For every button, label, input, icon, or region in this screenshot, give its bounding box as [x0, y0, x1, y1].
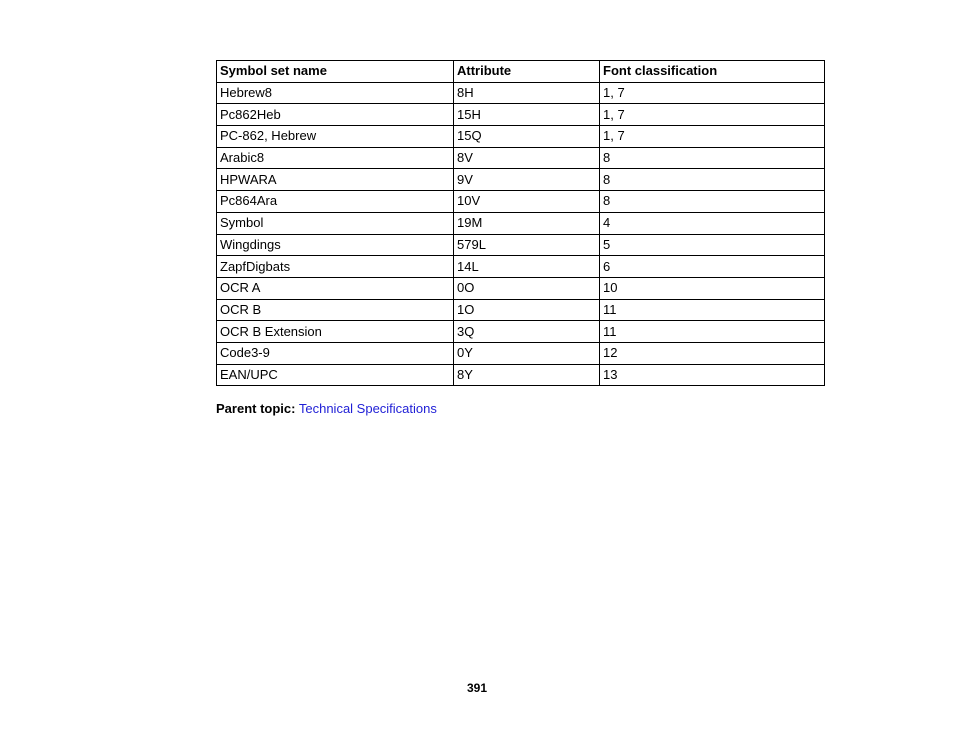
font-classification-cell: 1, 7 — [600, 82, 825, 104]
attribute-cell: 3Q — [454, 321, 600, 343]
attribute-cell: 14L — [454, 256, 600, 278]
table-body — [217, 82, 825, 386]
table-row — [217, 321, 825, 343]
symbol-set-name-cell: Wingdings — [217, 234, 454, 256]
attribute-cell: 579L — [454, 234, 600, 256]
table-row — [217, 277, 825, 299]
table-row — [217, 82, 825, 104]
symbol-set-table — [216, 60, 825, 386]
symbol-set-name-cell: OCR B — [217, 299, 454, 321]
attribute-cell: 8H — [454, 82, 600, 104]
symbol-set-name-cell: OCR A — [217, 277, 454, 299]
symbol-set-name-cell: PC-862, Hebrew — [217, 126, 454, 148]
font-classification-cell: 11 — [600, 299, 825, 321]
font-classification-cell: 8 — [600, 191, 825, 213]
font-classification-cell: 12 — [600, 342, 825, 364]
symbol-set-name-cell: Code3-9 — [217, 342, 454, 364]
font-classification-cell: 13 — [600, 364, 825, 386]
symbol-set-name-cell: EAN/UPC — [217, 364, 454, 386]
font-classification-cell: 6 — [600, 256, 825, 278]
attribute-cell: 15Q — [454, 126, 600, 148]
symbol-set-name-cell: HPWARA — [217, 169, 454, 191]
font-classification-cell: 10 — [600, 277, 825, 299]
table-row — [217, 342, 825, 364]
attribute-cell: 1O — [454, 299, 600, 321]
symbol-set-name-cell: OCR B Extension — [217, 321, 454, 343]
table-row — [217, 104, 825, 126]
page-number: 391 — [466, 681, 488, 695]
symbol-set-name-cell: Pc862Heb — [217, 104, 454, 126]
symbol-set-name-cell: Pc864Ara — [217, 191, 454, 213]
symbol-set-name-cell: Arabic8 — [217, 147, 454, 169]
table-row — [217, 147, 825, 169]
table-row — [217, 299, 825, 321]
table-row — [217, 364, 825, 386]
table-row — [217, 169, 825, 191]
attribute-cell: 8Y — [454, 364, 600, 386]
parent-topic-label: Parent topic: — [216, 401, 296, 416]
attribute-cell: 0Y — [454, 342, 600, 364]
font-classification-cell: 1, 7 — [600, 126, 825, 148]
table-row — [217, 234, 825, 256]
parent-topic — [216, 401, 437, 416]
table-header — [217, 61, 825, 83]
attribute-cell: 0O — [454, 277, 600, 299]
font-classification-cell: 1, 7 — [600, 104, 825, 126]
font-classification-cell: 8 — [600, 147, 825, 169]
parent-topic-link[interactable]: Technical Specifications — [298, 401, 437, 416]
column-header-symbol-set-name: Symbol set name — [217, 61, 454, 83]
column-header-font-classification: Font classification — [600, 61, 825, 83]
font-classification-cell: 8 — [600, 169, 825, 191]
attribute-cell: 10V — [454, 191, 600, 213]
attribute-cell: 15H — [454, 104, 600, 126]
table-row — [217, 212, 825, 234]
font-classification-cell: 5 — [600, 234, 825, 256]
table-row — [217, 126, 825, 148]
attribute-cell: 9V — [454, 169, 600, 191]
column-header-attribute: Attribute — [454, 61, 600, 83]
table-row — [217, 256, 825, 278]
symbol-set-name-cell: Hebrew8 — [217, 82, 454, 104]
attribute-cell: 8V — [454, 147, 600, 169]
table-header-row — [217, 61, 825, 83]
symbol-set-name-cell: Symbol — [217, 212, 454, 234]
font-classification-cell: 11 — [600, 321, 825, 343]
symbol-set-name-cell: ZapfDigbats — [217, 256, 454, 278]
font-classification-cell: 4 — [600, 212, 825, 234]
table-row — [217, 191, 825, 213]
attribute-cell: 19M — [454, 212, 600, 234]
